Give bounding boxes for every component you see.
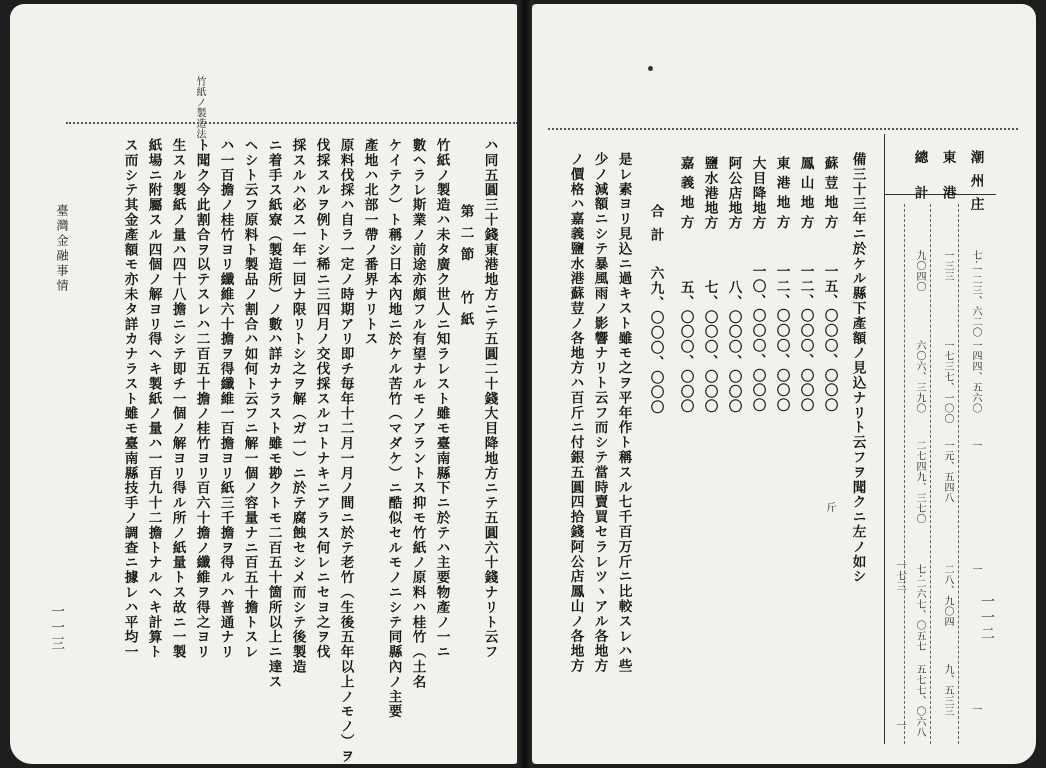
region-value-2: 一二、〇〇〇、〇〇〇 bbox=[797, 264, 814, 413]
cell-r3-c2: 六〇六、三九〇 bbox=[914, 340, 925, 414]
row-label-chaozhou: 潮州庄 bbox=[967, 150, 984, 221]
cell-r1-c1: 七·一二三、六二〇 bbox=[970, 250, 981, 338]
cell-r2-c4: 二八、九〇四 bbox=[942, 564, 953, 627]
closing-line-1: 是レ素ヨリ見込ニ過キスト雖モ之ヲ平年作ト稱スル七千百万斤ニ比較スレハ些 bbox=[615, 152, 632, 674]
right-header-rule bbox=[548, 128, 1018, 130]
cell-r1-c2: 一四四、五六〇 bbox=[970, 340, 981, 414]
left-line-1: ハ同五圓三十錢東港地方ニテ五圓二十錢大目降地方ニテ五圓六十錢ナリト云フ bbox=[481, 138, 498, 660]
region-value-6: 七、〇〇〇、〇〇〇 bbox=[701, 280, 718, 415]
left-running-head: 竹紙ノ製造法 bbox=[194, 76, 205, 139]
table-dash-2 bbox=[930, 204, 931, 744]
right-book-page bbox=[532, 4, 1036, 764]
cell-r3-c5: 五七七、〇六八 bbox=[914, 664, 925, 738]
cell-r2-c3: 一元、五四八 bbox=[942, 440, 953, 503]
total-value: 六九、〇〇〇、〇〇〇 bbox=[647, 266, 664, 415]
left-line-12: ハ一百擔ノ桂竹ヨリ纖維六十擔ヲ得纖維一百擔ヨリ紙三千擔ヲ得ルハ普通ナリ bbox=[217, 138, 234, 660]
cell-r1-c5: 一 bbox=[970, 704, 981, 715]
cell-r3-c1: 九〇四〇 bbox=[914, 250, 925, 292]
cell-r1-c3: 一 bbox=[970, 440, 981, 451]
section-heading: 第二節 竹紙 bbox=[457, 204, 474, 334]
left-line-11: ヘシト云フ原料ト製品ノ割合ハ如何ト云フニ解一個ノ容量ナニ百五十擔トスレ bbox=[241, 138, 258, 660]
left-line-15: 紙場ニ附屬スル四個ノ解ヨリ得ヘキ製紙ノ量ハ一百九十二擔トナルヘキ計算ト bbox=[145, 138, 162, 660]
left-line-5: ケイテク）ト稱シ日本內地ニ於ケル苦竹（マダケ）ニ酷似セルモノニシテ同縣內ノ主要 bbox=[385, 138, 402, 720]
region-value-7: 五、〇〇〇、〇〇〇 bbox=[677, 280, 694, 415]
cell-r3-c7: 一 bbox=[894, 720, 905, 731]
unit-label: 斤 bbox=[824, 502, 835, 513]
table-dash-1 bbox=[904, 204, 905, 744]
row-label-donggang: 東港 bbox=[939, 150, 956, 222]
table-dash-3 bbox=[958, 204, 959, 744]
left-line-3: 竹紙ノ製造ハ未タ廣ク世人ニ知ラレスト雖モ臺南縣下ニ於テハ主要物產ノ一ニ bbox=[433, 138, 450, 660]
region-value-5: 八、〇〇〇、〇〇〇 bbox=[725, 280, 742, 415]
left-line-4: 數ヘラレ斯業ノ前途亦頗フル有望ナルモノアラントス抑モ竹紙ノ原料ハ桂竹（土名 bbox=[409, 138, 426, 690]
region-label-1: 蘇荳地方 bbox=[821, 156, 838, 235]
region-label-3: 東港地方 bbox=[773, 156, 790, 235]
left-header-rule bbox=[66, 122, 518, 124]
total-label: 合計 bbox=[647, 204, 664, 252]
region-value-3: 一二、〇〇〇、〇〇〇 bbox=[773, 264, 790, 413]
closing-line-3: ノ價格ハ嘉義鹽水港蘇荳ノ各地方ハ百斤ニ付銀五圓四拾錢阿公店鳳山ノ各地方 bbox=[567, 152, 584, 674]
left-line-8: 伐採スルヲ例トシ稀ニ三四月ノ交伐採スルコトナキニアラス何レニセヨ之ヲ伐 bbox=[313, 138, 330, 660]
region-label-6: 鹽水港地方 bbox=[701, 156, 718, 231]
left-page-number: 一一三 bbox=[49, 604, 65, 652]
region-label-7: 嘉義地方 bbox=[677, 156, 694, 235]
estimate-intro: 備三十三年ニ於ケル縣下產額ノ見込ナリト云フヲ聞クニ左ノ如シ bbox=[849, 152, 866, 585]
cell-r2-c2: 一七三七、一〇〇 bbox=[942, 340, 953, 424]
region-label-2: 鳳山地方 bbox=[797, 156, 814, 235]
region-label-4: 大目降地方 bbox=[749, 156, 766, 231]
region-label-5: 阿公店地方 bbox=[725, 156, 742, 231]
left-line-10: ニ着手ス紙寮（製造所）ノ數ハ詳カナラスト雖モ尠クトモ二百五十箇所以上ニ達ス bbox=[265, 138, 282, 690]
region-value-4: 一〇、〇〇〇、〇〇〇 bbox=[749, 264, 766, 413]
right-page-number: 一一二 bbox=[979, 594, 995, 642]
cell-r3-c6: 一七三 bbox=[894, 560, 905, 592]
cell-r2-c1: 一三三 bbox=[942, 250, 953, 282]
left-line-7: 原料伐採ハ自ラ一定ノ時期アリ即チ毎年十二月一月ノ間ニ於テ老竹（生後五年以上ノモノ）ヲ bbox=[337, 138, 354, 764]
left-line-16: ス而シテ其金產額モ亦未タ詳カナラスト雖モ臺南縣技手ノ調查ニ據レハ平均一 bbox=[121, 138, 138, 660]
closing-line-2: 少ノ減額ニシテ暴風雨ノ影響ナリト云フ而シテ當時賣買セラレツヽアル各地方 bbox=[591, 152, 608, 674]
left-book-page bbox=[10, 4, 518, 764]
cell-r3-c3: 二七四九、三七〇 bbox=[914, 440, 925, 524]
left-line-14: 生スル製紙ノ量ハ四十八擔ニシテ即チ一個ノ解ヨリ得ル所ノ紙量トス故ニ一製 bbox=[169, 138, 186, 660]
ink-spot bbox=[648, 66, 653, 71]
table-rule-left bbox=[884, 134, 885, 744]
cell-r3-c4: 七·二六七、〇五七 bbox=[914, 564, 925, 652]
left-line-9: 採スルハ必ス一年一回ナ限リトシ之ヲ解（ガ一）ニ於テ腐蝕セシメ而シテ後製造 bbox=[289, 138, 306, 675]
left-line-13: ト聞ク今此割合ヲ以テスレハ二百五十擔ノ桂竹ヨリ百六十擔ノ纖維ヲ得之ヨリ bbox=[193, 138, 210, 660]
left-footer-title: 臺灣金融事情 bbox=[55, 204, 69, 294]
row-label-total: 總計 bbox=[911, 150, 928, 222]
left-line-6: 產地ハ北部一帶ノ番界ナリトス bbox=[361, 138, 378, 347]
cell-r1-c4: 一 bbox=[970, 564, 981, 575]
region-value-1: 一五、〇〇〇、〇〇〇 bbox=[821, 264, 838, 413]
cell-r2-c5: 九、五三三 bbox=[942, 664, 953, 717]
book-gutter bbox=[517, 0, 533, 768]
